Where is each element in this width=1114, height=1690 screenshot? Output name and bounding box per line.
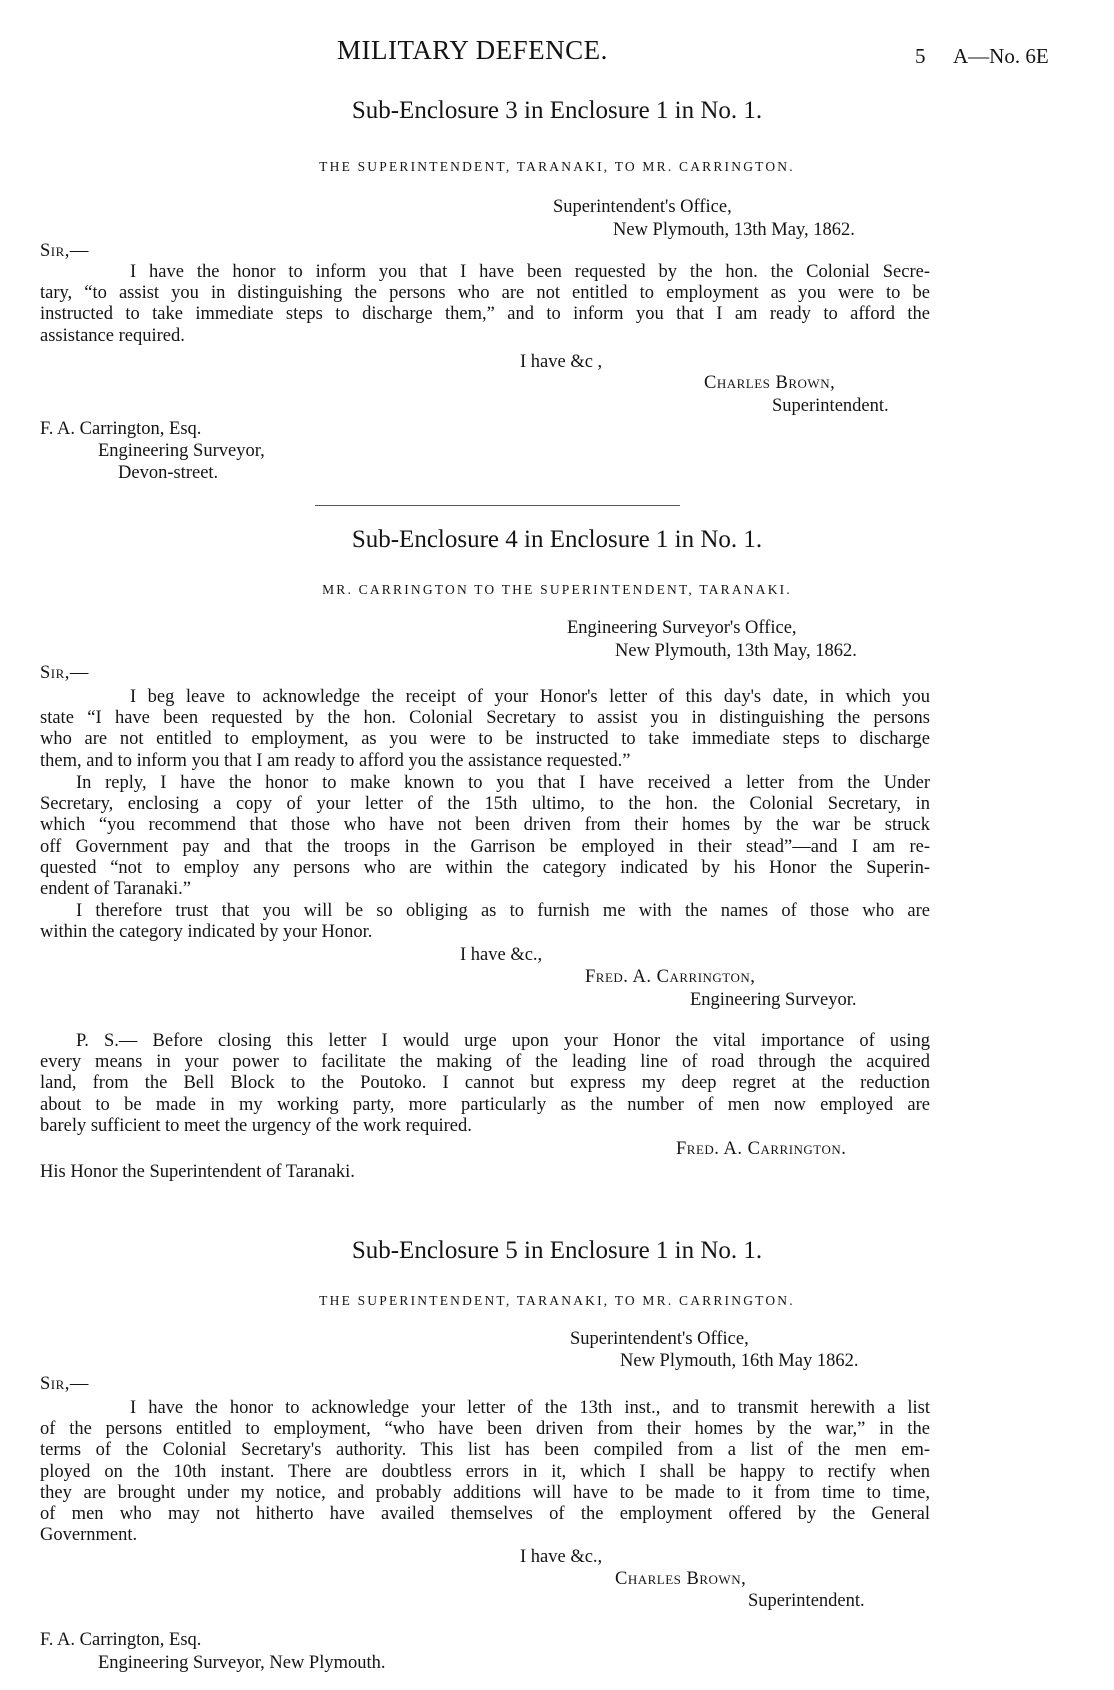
- text-line: Secretary, enclosing a copy of your letter of the 15th ultimo, to the hon. the Colonial Secretary, in: [40, 794, 930, 815]
- text-line: ployed on the 10th instant. There are doubtless errors in it, which I shall be happy to rectify when: [40, 1461, 930, 1482]
- page-number: 5: [915, 44, 926, 68]
- enclosure-4-address-line-1: Engineering Surveyor's Office,: [567, 618, 797, 638]
- enclosure-4-parties: MR. CARRINGTON TO THE SUPERINTENDENT, TARANAKI.: [322, 582, 792, 597]
- text-line: terms of the Colonial Secretary's authority. This list has been compiled from a list of the men em-: [40, 1440, 930, 1461]
- text-line: endent of Taranaki.”: [40, 879, 191, 900]
- enclosure-5-address-line-2: New Plymouth, 16th May 1862.: [620, 1351, 859, 1371]
- text-line: state “I have been requested by the hon. Colonial Secretary to assist you in distinguishing the persons: [40, 708, 930, 729]
- enclosure-3-address-line-2: New Plymouth, 13th May, 1862.: [613, 220, 855, 240]
- text-line: of men who may not hitherto have availed themselves of the employment offered by the General: [40, 1504, 930, 1525]
- text-line: I therefore trust that you will be so obliging as to furnish me with the names of those who are: [76, 901, 930, 921]
- enclosure-4-salutation: Sir,—: [40, 663, 89, 683]
- enclosure-4-signature-title: Engineering Surveyor.: [690, 990, 857, 1010]
- enclosure-3-recipient-name: F. A. Carrington, Esq.: [40, 419, 202, 439]
- enclosure-5-salutation: Sir,—: [40, 1374, 89, 1394]
- section-divider: [315, 505, 680, 506]
- enclosure-5-parties: THE SUPERINTENDENT, TARANAKI, TO MR. CARRINGTON.: [319, 1293, 795, 1308]
- enclosure-5-heading: Sub-Enclosure 5 in Enclosure 1 in No. 1.: [351, 1237, 763, 1264]
- enclosure-3-salutation: Sir,—: [40, 241, 89, 261]
- enclosure-3-signature-name: Charles Brown,: [704, 373, 836, 393]
- enclosure-3-parties: THE SUPERINTENDENT, TARANAKI, TO MR. CARRINGTON.: [319, 159, 795, 174]
- text-line: about to be made in my working party, more particularly as the number of men now employed are: [40, 1094, 930, 1115]
- text-line: assistance required.: [40, 325, 185, 346]
- enclosure-3-body: [40, 262, 930, 347]
- enclosure-4-heading: Sub-Enclosure 4 in Enclosure 1 in No. 1.: [351, 526, 763, 553]
- enclosure-4-recipient: His Honor the Superintendent of Taranaki.: [40, 1162, 355, 1182]
- enclosure-5-recipient-title: Engineering Surveyor, New Plymouth.: [98, 1653, 386, 1673]
- enclosure-4-paragraph-1: [40, 687, 930, 772]
- enclosure-5-signature-title: Superintendent.: [748, 1591, 865, 1611]
- enclosure-4-signature-name: Fred. A. Carrington,: [585, 967, 756, 987]
- text-line: I beg leave to acknowledge the receipt of your Honor's letter of this day's date, in which you: [130, 687, 930, 707]
- enclosure-5-recipient-name: F. A. Carrington, Esq.: [40, 1630, 202, 1650]
- enclosure-3-recipient-title: Engineering Surveyor,: [98, 441, 265, 461]
- text-line: barely sufficient to meet the urgency of the work required.: [40, 1115, 472, 1136]
- page-title: MILITARY DEFENCE.: [337, 35, 608, 65]
- text-line: In reply, I have the honor to make known to you that I have received a letter from the Under: [76, 773, 930, 793]
- text-line: quested “not to employ any persons who are within the category indicated by his Honor the Superin-: [40, 857, 930, 878]
- text-line: I have the honor to inform you that I have been requested by the hon. the Colonial Secre-: [130, 262, 930, 282]
- enclosure-3-signature-title: Superintendent.: [772, 396, 889, 416]
- enclosure-3-address-line-1: Superintendent's Office,: [553, 197, 732, 217]
- text-line: P. S.— Before closing this letter I would urge upon your Honor the vital importance of using: [76, 1031, 930, 1051]
- enclosure-4-paragraph-2: [40, 773, 930, 900]
- enclosure-3-heading: Sub-Enclosure 3 in Enclosure 1 in No. 1.: [351, 97, 763, 124]
- text-line: instructed to take immediate steps to discharge them,” and to inform you that I am ready to afford the: [40, 304, 930, 325]
- enclosure-4-paragraph-3: [40, 901, 930, 943]
- text-line: within the category indicated by your Honor.: [40, 922, 373, 943]
- enclosure-5-body: [40, 1398, 930, 1546]
- enclosure-5-address-line-1: Superintendent's Office,: [570, 1329, 749, 1349]
- text-line: I have the honor to acknowledge your letter of the 13th inst., and to transmit herewith a list: [130, 1398, 930, 1418]
- text-line: they are brought under my notice, and probably additions will have to be made to it from time to time,: [40, 1482, 930, 1503]
- text-line: which “you recommend that those who have not been driven from their homes by the war be struck: [40, 815, 930, 836]
- text-line: every means in your power to facilitate the making of the leading line of road through the acquired: [40, 1052, 930, 1073]
- enclosure-3-closing: I have &c ,: [520, 352, 603, 372]
- text-line: tary, “to assist you in distinguishing the persons who are not entitled to employment as you were to be: [40, 283, 930, 304]
- text-line: off Government pay and that the troops in the Garrison be employed in their stead”—and I am re-: [40, 836, 930, 857]
- document-series: A—No. 6E: [953, 44, 1049, 68]
- text-line: of the persons entitled to employment, “who have been driven from their homes by the war,” in the: [40, 1419, 930, 1440]
- enclosure-5-closing: I have &c.,: [520, 1547, 603, 1567]
- text-line: who are not entitled to employment, as you were to be instructed to take immediate steps to discharge: [40, 729, 930, 750]
- enclosure-5-signature-name: Charles Brown,: [615, 1569, 747, 1589]
- text-line: Government.: [40, 1525, 138, 1546]
- enclosure-4-address-line-2: New Plymouth, 13th May, 1862.: [615, 641, 857, 661]
- enclosure-4-closing: I have &c.,: [460, 945, 543, 965]
- enclosure-3-recipient-street: Devon-street.: [118, 463, 219, 483]
- text-line: them, and to inform you that I am ready to afford you the assistance requested.”: [40, 750, 631, 771]
- enclosure-4-postscript: [40, 1031, 930, 1137]
- enclosure-4-postscript-signature: Fred. A. Carrington.: [676, 1139, 847, 1159]
- text-line: land, from the Bell Block to the Poutoko. I cannot but express my deep regret at the reduction: [40, 1073, 930, 1094]
